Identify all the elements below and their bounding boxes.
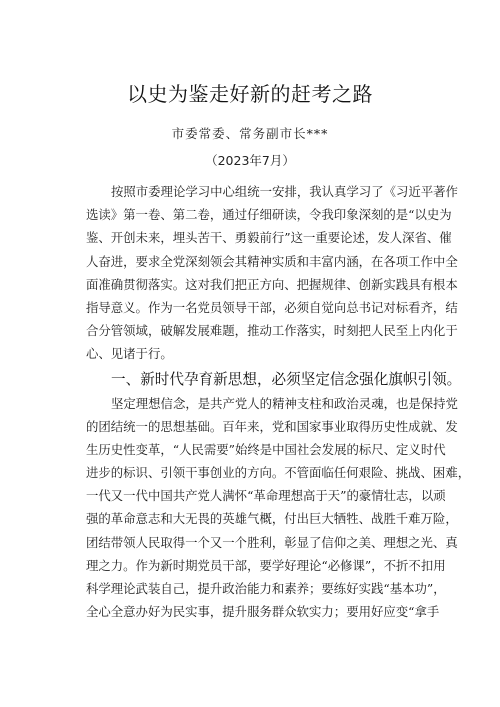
text-line: 的团结统一的思想基础。百年来，党和国家事业取得历史性成就、发 bbox=[86, 418, 458, 434]
text-line: 理之力。作为新时期党员干部，要学好理论“必修课”，不折不扣用 bbox=[86, 557, 446, 573]
document-title: 以史为鉴走好新的赶考之路 bbox=[127, 82, 373, 106]
text-line: 心、见诸于行。 bbox=[86, 346, 173, 362]
text-line: 科学理论武装自己，提升政治能力和素养；要练好实践“基本功”， bbox=[86, 581, 446, 596]
section-heading: 一、新时代孕育新思想，必须坚定信念强化旗帜引领。 bbox=[111, 370, 462, 388]
text-line: 生历史性变革，“人民需要”始终是中国社会发展的标尺、定义时代 bbox=[86, 441, 446, 457]
paragraph-intro bbox=[86, 180, 458, 366]
text-line: 鉴、开创未来，埋头苦干、勇毅前行”这一重要论述，发人深省、催 bbox=[86, 230, 452, 246]
text-line: 一代又一代中国共产党人满怀“革命理想高于天”的豪情壮志，以顽 bbox=[86, 488, 446, 504]
text-line: 进步的标识、引领干事创业的方向。不管面临任何艰险、挑战、困难， bbox=[86, 465, 471, 481]
text-line: 面准确贯彻落实。这对我们把正方向、把握规律、创新实践具有根本 bbox=[86, 276, 458, 292]
text-line: 坚定理想信念，是共产党人的精神支柱和政治灵魂，也是保持党 bbox=[111, 395, 458, 411]
text-line: 指导意义。作为一名党员领导干部，必须自觉向总书记对标看齐，结 bbox=[86, 299, 458, 315]
date-line: （2023年7月） bbox=[205, 153, 295, 168]
text-line: 选读》第一卷、第二卷，通过仔细研读，令我印象深刻的是“以史为 bbox=[86, 207, 452, 223]
text-line: 全心全意办好为民实事，提升服务群众软实力；要用好应变“拿手 bbox=[86, 604, 440, 620]
text-line: 强的革命意志和大无畏的英雄气概，付出巨大牺牲、战胜千难万险， bbox=[86, 511, 458, 527]
text-line: 团结带领人民取得一个又一个胜利，彰显了信仰之美、理想之光、真 bbox=[86, 534, 458, 550]
author-line: 市委常委、常务副市长*** bbox=[171, 126, 329, 141]
text-line: 合分管领域，破解发展难题，推动工作落实，时刻把人民至上内化于 bbox=[86, 323, 458, 339]
text-line: 人奋进，要求全党深刻领会其精神实质和丰富内涵，在各项工作中全 bbox=[86, 253, 458, 269]
document-body bbox=[86, 180, 471, 623]
text-line: 按照市委理论学习中心组统一安排，我认真学习了《习近平著作 bbox=[111, 184, 458, 199]
paragraph-section-1 bbox=[86, 392, 471, 624]
